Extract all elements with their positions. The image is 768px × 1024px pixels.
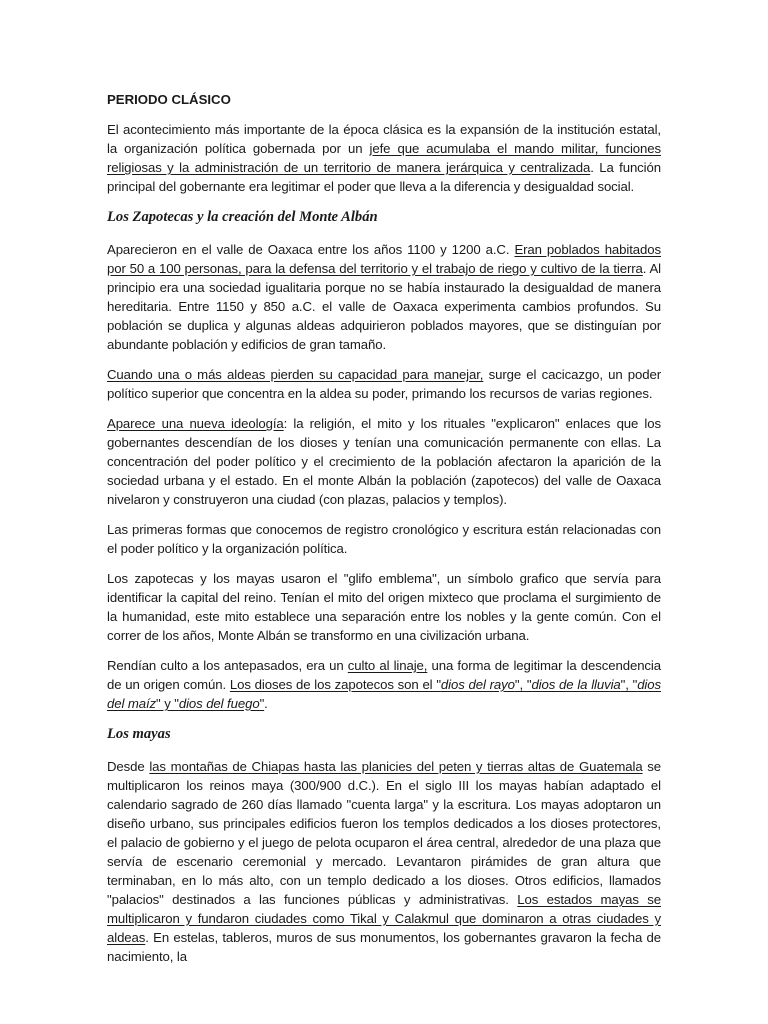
section-heading-zapotecas: Los Zapotecas y la creación del Monte Albán: [107, 209, 378, 225]
text-run: Aparecieron en el valle de Oaxaca entre los años 1100 y 1200 a.C.: [107, 242, 515, 257]
underlined-text: Eran poblados habitados por 50 a 100 personas, para la defensa del territorio y el trabajo de riego y cultivo de la tierra: [107, 242, 661, 276]
underlined-text: culto al linaje,: [347, 658, 428, 673]
page-title: PERIODO CLÁSICO: [107, 92, 231, 107]
text-run: Desde: [107, 759, 150, 774]
section-heading-mayas: Los mayas: [107, 726, 171, 742]
text-run: .: [264, 696, 268, 711]
paragraph-valle-oaxaca: [107, 240, 661, 354]
text-run: . La función principal del gobernante era legitimar el poder que lleva a la diferencia y desigualdad social.: [107, 160, 661, 194]
text-run: : la religión, el mito y los rituales "explicaron" enlaces que los gobernantes descendían de los dioses y tenían una comunicación permanente con ellas. La concentración del poder político y el crecimiento de la población afectaron la aparición de la sociedad urbana y el estado. En el monte Albán la población (zapotecos) del valle de Oaxaca nivelaron y construyeron una ciudad (con plazas, palacios y templos).: [107, 416, 661, 507]
text-run: . Al principio era una sociedad igualitaria porque no se había instaurado la desigualdad de manera hereditaria. Entre 1150 y 850 a.C. el valle de Oaxaca experimenta cambios profundos. Su población se duplica y algunas aldeas adquirieron poblados mayores, que se distinguían por abundante población y edificios de gran tamaño.: [107, 261, 661, 352]
underlined-text: Aparece una nueva ideología: [107, 416, 284, 431]
underlined-text: Los estados mayas se multiplicaron y fundaron ciudades como Tikal y Calakmul que dominaron a otras ciudades y aldeas: [107, 892, 661, 945]
paragraph-culto-linaje: [107, 656, 661, 713]
underlined-text: ", ": [620, 677, 638, 692]
paragraph-cacicazgo: [107, 365, 661, 403]
deity-name: dios del rayo: [440, 677, 515, 692]
underlined-text: Cuando una o más aldeas pierden su capacidad para manejar,: [107, 367, 484, 382]
text-run: una forma de legitimar la descendencia de un origen común.: [107, 658, 661, 692]
deity-name: dios del fuego: [178, 696, 260, 711]
underlined-text: Los dioses de los zapotecos son el ": [229, 677, 441, 692]
underlined-text: " y ": [156, 696, 179, 711]
paragraph-glifo-emblema: Los zapotecas y los mayas usaron el "glifo emblema", un símbolo grafico que servía para identificar la capital del reino. Tenían el mito del origen mixteco que proclama el surgimiento de la humanidad, este mito establece una separación entre los nobles y la gente común. Con el correr de los años, Monte Albán se transformo en una civilización urbana.: [107, 571, 661, 643]
underlined-text: las montañas de Chiapas hasta las planicies del peten y tierras altas de Guatemala: [149, 759, 643, 774]
paragraph-ideologia: [107, 414, 661, 509]
deity-name: dios de la lluvia: [531, 677, 621, 692]
underlined-text: ", ": [514, 677, 532, 692]
underlined-text: ": [259, 696, 265, 711]
paragraph-registro-cronologico: Las primeras formas que conocemos de registro cronológico y escritura están relacionadas con el poder político y la organización política.: [107, 522, 661, 556]
underlined-text: jefe que acumulaba el mando militar, funciones religiosas y la administración de un territorio de manera jerárquica y centralizada: [107, 141, 661, 175]
text-run: Rendían culto a los antepasados, era un: [107, 658, 348, 673]
text-run: El acontecimiento más importante de la época clásica es la expansión de la institución estatal, la organización política gobernada por un: [107, 122, 661, 156]
paragraph-expansion-estatal: [107, 120, 661, 196]
text-run: . En estelas, tableros, muros de sus monumentos, los gobernantes gravaron la fecha de nacimiento, la: [107, 930, 661, 964]
deity-name: dios del maíz: [107, 677, 661, 711]
text-run: surge el cacicazgo, un poder político superior que concentra en la aldea su poder, primando los recursos de varias regiones.: [107, 367, 662, 401]
paragraph-reinos-mayas: [107, 757, 661, 966]
text-run: se multiplicaron los reinos maya (300/900 d.C.). En el siglo III los mayas habían adaptado el calendario sagrado de 260 días llamado "cuenta larga" y la escritura. Los mayas adoptaron un diseño urbano, sus principales edificios fueron los templos dedicados a los dioses protectores, el palacio de gobierno y el juego de pelota ocuparon el área central, alrededor de una plaza que servía de escenario ceremonial y mercado. Levantaron pirámides de gran altura que terminaban, en lo más alto, con un templo dedicado a los dioses. Otros edificios, llamados "palacios" destinados a las funciones públicas y administrativas.: [107, 759, 662, 907]
